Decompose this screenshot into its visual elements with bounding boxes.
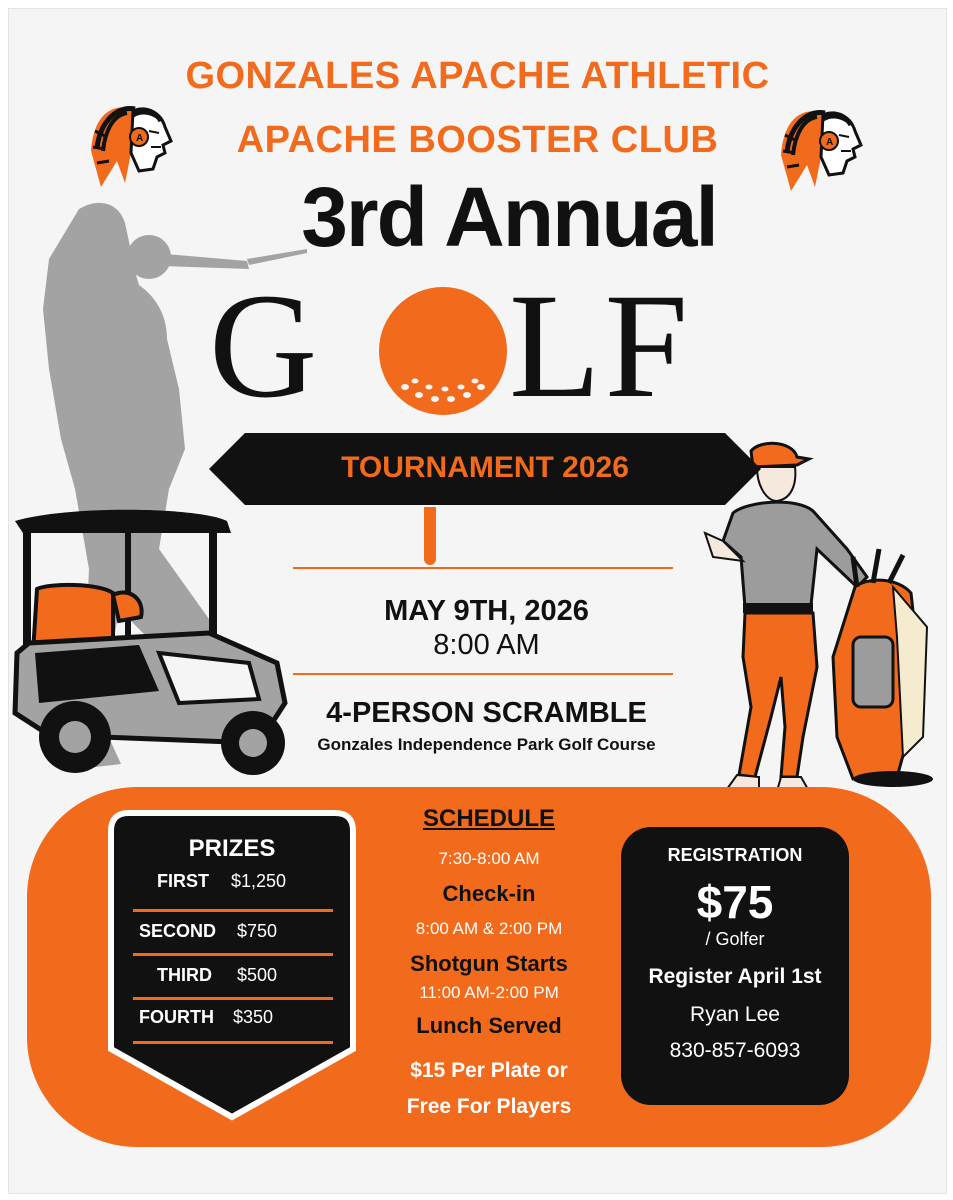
- golf-ball-icon: [375, 283, 511, 419]
- registration-deadline: Register April 1st: [648, 965, 822, 988]
- prize-amount: $500: [237, 965, 278, 985]
- divider-bottom: [293, 673, 673, 675]
- golf-tee-icon: [424, 507, 436, 565]
- prize-divider: [133, 909, 333, 912]
- schedule-shotgun-label: Shotgun Starts: [410, 951, 568, 976]
- prize-amount: $350: [233, 1007, 274, 1027]
- prize-amount: $750: [237, 921, 278, 941]
- schedule-checkin-label: Check-in: [442, 881, 536, 906]
- schedule-checkin-time: 7:30-8:00 AM: [438, 849, 540, 868]
- event-format: 4-PERSON SCRAMBLE: [326, 697, 647, 729]
- header-line-booster-club: APACHE BOOSTER CLUB: [236, 119, 719, 161]
- schedule-title: SCHEDULE: [422, 805, 555, 832]
- svg-text:A: A: [826, 137, 834, 148]
- prize-divider: [133, 997, 333, 1000]
- golf-letters-lf: LF: [509, 263, 693, 429]
- apache-mascot-left-icon: [87, 91, 183, 191]
- divider-top: [293, 567, 673, 569]
- schedule-lunch-time: 11:00 AM-2:00 PM: [419, 983, 559, 1002]
- event-date: MAY 9TH, 2026: [384, 595, 589, 627]
- schedule-shotgun-time: 8:00 AM & 2:00 PM: [415, 919, 563, 938]
- prizes-title: PRIZES: [188, 835, 276, 862]
- registration-contact-phone: 830-857-6093: [669, 1039, 801, 1062]
- svg-text:A: A: [136, 133, 144, 144]
- lunch-price-line2: Free For Players: [406, 1095, 572, 1118]
- prize-place: SECOND: [139, 921, 217, 941]
- registration-per-golfer: / Golfer: [705, 929, 765, 949]
- lunch-price-line1: $15 Per Plate or: [410, 1059, 568, 1082]
- tournament-year-label: TOURNAMENT 2026: [341, 451, 629, 484]
- prize-divider: [133, 1041, 333, 1044]
- registration-title: REGISTRATION: [667, 845, 803, 865]
- registration-price: $75: [696, 876, 774, 928]
- prize-divider: [133, 953, 333, 956]
- header-line-athletic: GONZALES APACHE ATHLETIC: [185, 55, 770, 97]
- event-time: 8:00 AM: [433, 629, 540, 661]
- flyer-card: [8, 8, 947, 1194]
- prize-amount: $1,250: [231, 871, 287, 891]
- apache-mascot-right-icon: [777, 95, 873, 195]
- schedule-lunch-label: Lunch Served: [416, 1013, 562, 1038]
- prize-place: FOURTH: [139, 1007, 214, 1027]
- prize-place: FIRST: [157, 871, 209, 891]
- registration-contact-name: Ryan Lee: [690, 1003, 780, 1026]
- annual-heading: 3rd Annual: [301, 170, 717, 264]
- prize-place: THIRD: [157, 965, 212, 985]
- event-course: Gonzales Independence Park Golf Course: [317, 735, 656, 754]
- golf-letter-g: G: [209, 263, 318, 429]
